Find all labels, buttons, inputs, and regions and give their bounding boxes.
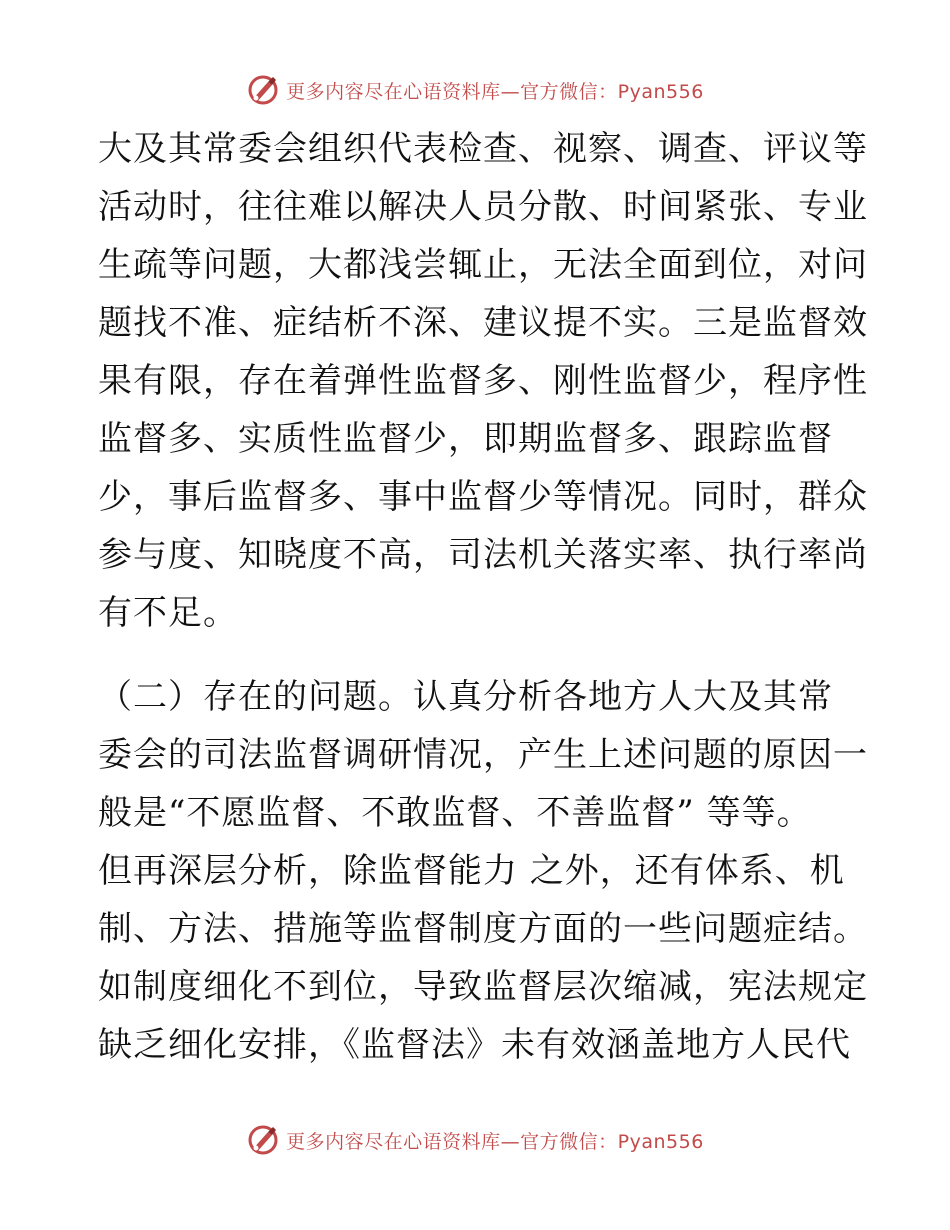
text-line: 题找不准、症结析不深、建议提不实。三是监督效 bbox=[98, 303, 868, 343]
paragraph-spacer bbox=[98, 642, 858, 668]
paragraph-1 bbox=[98, 120, 868, 642]
watermark-footer bbox=[0, 1122, 950, 1158]
text-line: 有不足。 bbox=[98, 593, 238, 633]
text-line: 果有限，存在着弹性监督多、刚性监督少，程序性 bbox=[98, 361, 868, 401]
watermark-text: 更多内容尽在心语资料库—官方微信：Pyan556 bbox=[286, 1130, 704, 1153]
text-line: 监督多、实质性监督少，即期监督多、跟踪监督 bbox=[98, 419, 833, 459]
text-line: 活动时，往往难以解决人员分散、时间紧张、专业 bbox=[98, 187, 868, 227]
text-line: 制、方法、措施等监督制度方面的一些问题症结。 bbox=[98, 909, 868, 949]
text-line: 如制度细化不到位，导致监督层次缩减，宪法规定 bbox=[98, 967, 868, 1007]
watermark-text: 更多内容尽在心语资料库—官方微信：Pyan556 bbox=[286, 80, 704, 103]
text-line: 参与度、知晓度不高，司法机关落实率、执行率尚 bbox=[98, 535, 868, 575]
brush-pen-logo-icon bbox=[246, 73, 280, 107]
document-body bbox=[98, 120, 868, 1074]
text-line: 但再深层分析，除监督能力 之外，还有体系、机 bbox=[98, 851, 845, 891]
text-line: （二）存在的问题。认真分析各地方人大及其常 bbox=[98, 677, 833, 717]
brush-pen-logo-icon bbox=[246, 1123, 280, 1157]
text-line: 般是“不愿监督、不敢监督、不善监督” 等等。 bbox=[98, 793, 812, 833]
text-line: 缺乏细化安排，《监督法》未有效涵盖地方人民代 bbox=[98, 1025, 851, 1065]
text-line: 生疏等问题，大都浅尝辄止，无法全面到位，对问 bbox=[98, 245, 868, 285]
watermark-header bbox=[0, 72, 950, 108]
paragraph-2 bbox=[98, 668, 868, 1074]
text-line: 委会的司法监督调研情况，产生上述问题的原因一 bbox=[98, 735, 868, 775]
text-line: 大及其常委会组织代表检查、视察、调查、评议等 bbox=[98, 129, 868, 169]
text-line: 少，事后监督多、事中监督少等情况。同时，群众 bbox=[98, 477, 868, 517]
